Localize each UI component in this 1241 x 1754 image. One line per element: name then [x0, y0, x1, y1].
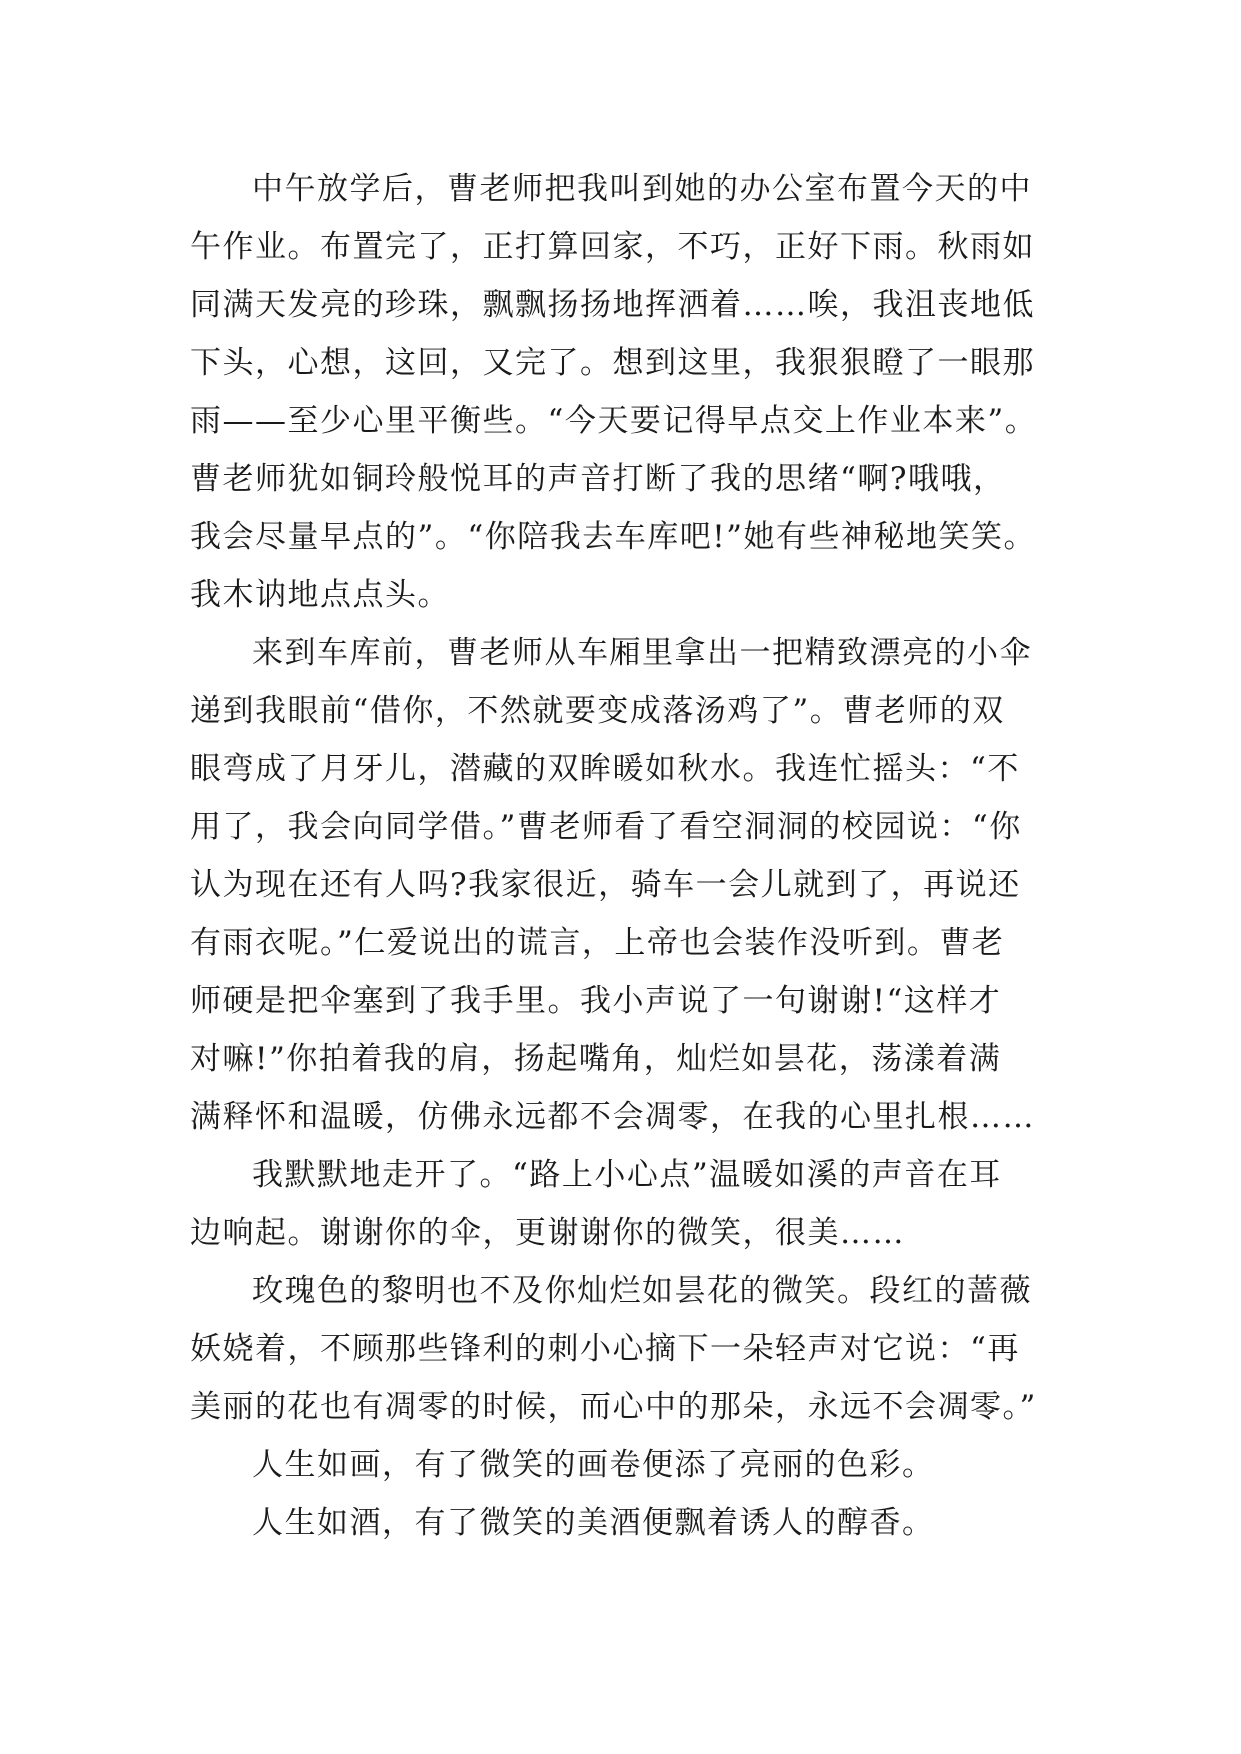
text-line: 有雨衣呢。”仁爱说出的谎言，上帝也会装作没听到。曹老 [190, 925, 1005, 961]
text-line: 满释怀和温暖，仿佛永远都不会凋零，在我的心里扎根…… [190, 1099, 1035, 1135]
text-line: 我会尽量早点的”。“你陪我去车库吧!”她有些神秘地笑笑。 [190, 519, 1036, 555]
text-line: 我木讷地点点头。 [190, 577, 450, 613]
text-line: 下头，心想，这回，又完了。想到这里，我狠狠瞪了一眼那 [190, 345, 1035, 381]
text-line: 师硬是把伞塞到了我手里。我小声说了一句谢谢!“这样才 [190, 983, 1002, 1019]
essay-body [190, 160, 1050, 1552]
text-line: 对嘛!”你拍着我的肩，扬起嘴角，灿烂如昙花，荡漾着满 [190, 1041, 1002, 1077]
text-line: 我默默地走开了。“路上小心点”温暖如溪的声音在耳 [252, 1157, 1002, 1193]
text-line: 认为现在还有人吗?我家很近，骑车一会儿就到了，再说还 [190, 867, 1021, 903]
text-line: 妖娆着，不顾那些锋利的刺小心摘下一朵轻声对它说：“再 [190, 1331, 1020, 1367]
text-line: 玫瑰色的黎明也不及你灿烂如昙花的微笑。段红的蔷薇 [252, 1273, 1032, 1309]
text-line: 曹老师犹如铜玲般悦耳的声音打断了我的思绪“啊?哦哦， [190, 461, 1006, 497]
text-line: 中午放学后，曹老师把我叫到她的办公室布置今天的中 [252, 171, 1032, 207]
text-line: 边响起。谢谢你的伞，更谢谢你的微笑，很美…… [190, 1215, 905, 1251]
text-line: 人生如酒，有了微笑的美酒便飘着诱人的醇香。 [252, 1505, 935, 1541]
text-line: 递到我眼前“借你，不然就要变成落汤鸡了”。曹老师的双 [190, 693, 1005, 729]
text-line: 眼弯成了月牙儿，潜藏的双眸暖如秋水。我连忙摇头：“不 [190, 751, 1020, 787]
text-line: 午作业。布置完了，正打算回家，不巧，正好下雨。秋雨如 [190, 229, 1035, 265]
text-line: 雨——至少心里平衡些。“今天要记得早点交上作业本来”。 [190, 403, 1038, 439]
text-line: 人生如画，有了微笑的画卷便添了亮丽的色彩。 [252, 1447, 935, 1483]
text-line: 同满天发亮的珍珠，飘飘扬扬地挥洒着……唉，我沮丧地低 [190, 287, 1035, 323]
text-line: 美丽的花也有凋零的时候，而心中的那朵，永远不会凋零。” [190, 1389, 1037, 1425]
text-line: 用了，我会向同学借。”曹老师看了看空洞洞的校园说：“你 [190, 809, 1022, 845]
text-line: 来到车库前，曹老师从车厢里拿出一把精致漂亮的小伞 [252, 635, 1032, 671]
